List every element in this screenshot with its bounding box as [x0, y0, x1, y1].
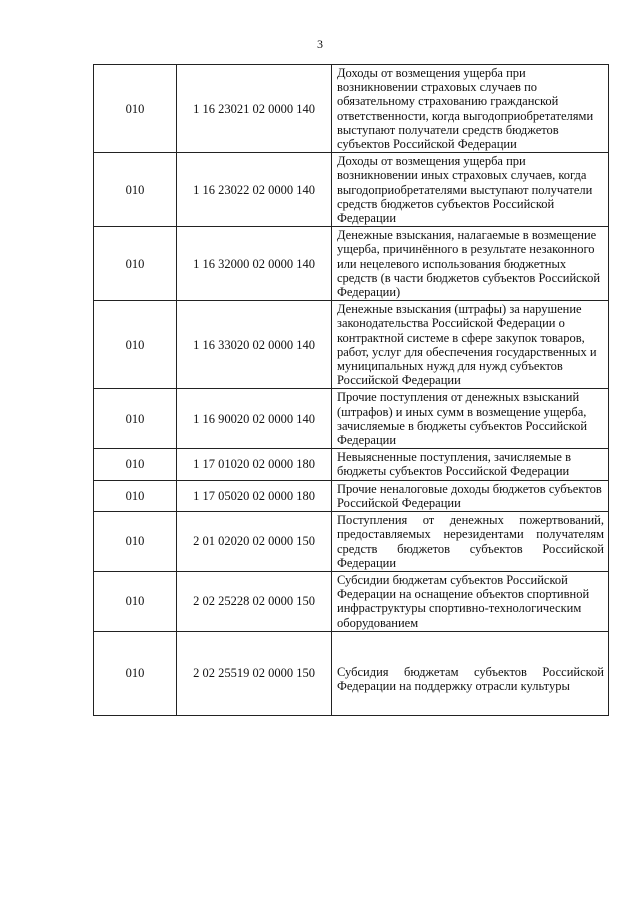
budget-code-cell: 1 16 33020 02 0000 140	[177, 301, 332, 389]
description-cell: Субсидии бюджетам субъектов Российской Федерации на оснащение объектов спортивной инфраструктуры спортивно-технологическим оборудованием	[332, 571, 609, 631]
description-cell: Денежные взыскания, налагаемые в возмещение ущерба, причинённого в результате незаконного или нецелевого использования бюджетных средств (в части бюджетов субъектов Российской Федерации)	[332, 227, 609, 301]
admin-code-cell: 010	[94, 227, 177, 301]
table-row	[94, 631, 609, 715]
budget-code-cell: 1 16 32000 02 0000 140	[177, 227, 332, 301]
table-row	[94, 65, 609, 153]
budget-code-cell: 1 17 01020 02 0000 180	[177, 449, 332, 480]
table-row	[94, 301, 609, 389]
budget-code-cell: 2 01 02020 02 0000 150	[177, 512, 332, 572]
admin-code-cell: 010	[94, 449, 177, 480]
description-cell: Прочие неналоговые доходы бюджетов субъектов Российской Федерации	[332, 480, 609, 511]
admin-code-cell: 010	[94, 571, 177, 631]
description-cell: Доходы от возмещения ущерба при возникновении страховых случаев по обязательному страхованию гражданской ответственности, когда выгодоприобретателями выступают получатели средств бюджетов субъектов Российской Федерации	[332, 65, 609, 153]
description-cell: Доходы от возмещения ущерба при возникновении иных страховых случаев, когда выгодоприобретателями выступают получатели средств бюджетов субъектов Российской Федерации	[332, 153, 609, 227]
budget-code-cell: 1 16 90020 02 0000 140	[177, 389, 332, 449]
table-row	[94, 449, 609, 480]
budget-code-cell: 1 17 05020 02 0000 180	[177, 480, 332, 511]
description-cell: Поступления от денежных пожертвований, предоставляемых нерезидентами получателям средств бюджетов субъектов Российской Федерации	[332, 512, 609, 572]
page-number: 3	[317, 37, 323, 51]
description-cell: Прочие поступления от денежных взысканий (штрафов) и иных сумм в возмещение ущерба, зачисляемые в бюджеты субъектов Российской Федерации	[332, 389, 609, 449]
table-row	[94, 153, 609, 227]
admin-code-cell: 010	[94, 153, 177, 227]
table-row	[94, 480, 609, 511]
admin-code-cell: 010	[94, 480, 177, 511]
budget-code-cell: 2 02 25228 02 0000 150	[177, 571, 332, 631]
table-row	[94, 389, 609, 449]
budget-revenue-table	[93, 64, 609, 716]
description-cell: Невыясненные поступления, зачисляемые в бюджеты субъектов Российской Федерации	[332, 449, 609, 480]
admin-code-cell: 010	[94, 301, 177, 389]
table-row	[94, 571, 609, 631]
table-row	[94, 512, 609, 572]
admin-code-cell: 010	[94, 65, 177, 153]
table-row	[94, 227, 609, 301]
description-cell: Денежные взыскания (штрафы) за нарушение законодательства Российской Федерации о контрактной системе в сфере закупок товаров, работ, услуг для обеспечения государственных и муниципальных нужд для нужд субъектов Российской Федерации	[332, 301, 609, 389]
admin-code-cell: 010	[94, 512, 177, 572]
budget-code-cell: 2 02 25519 02 0000 150	[177, 631, 332, 715]
description-cell: Субсидия бюджетам субъектов Российской Федерации на поддержку отрасли культуры	[332, 631, 609, 715]
budget-code-cell: 1 16 23021 02 0000 140	[177, 65, 332, 153]
budget-code-cell: 1 16 23022 02 0000 140	[177, 153, 332, 227]
admin-code-cell: 010	[94, 389, 177, 449]
admin-code-cell: 010	[94, 631, 177, 715]
